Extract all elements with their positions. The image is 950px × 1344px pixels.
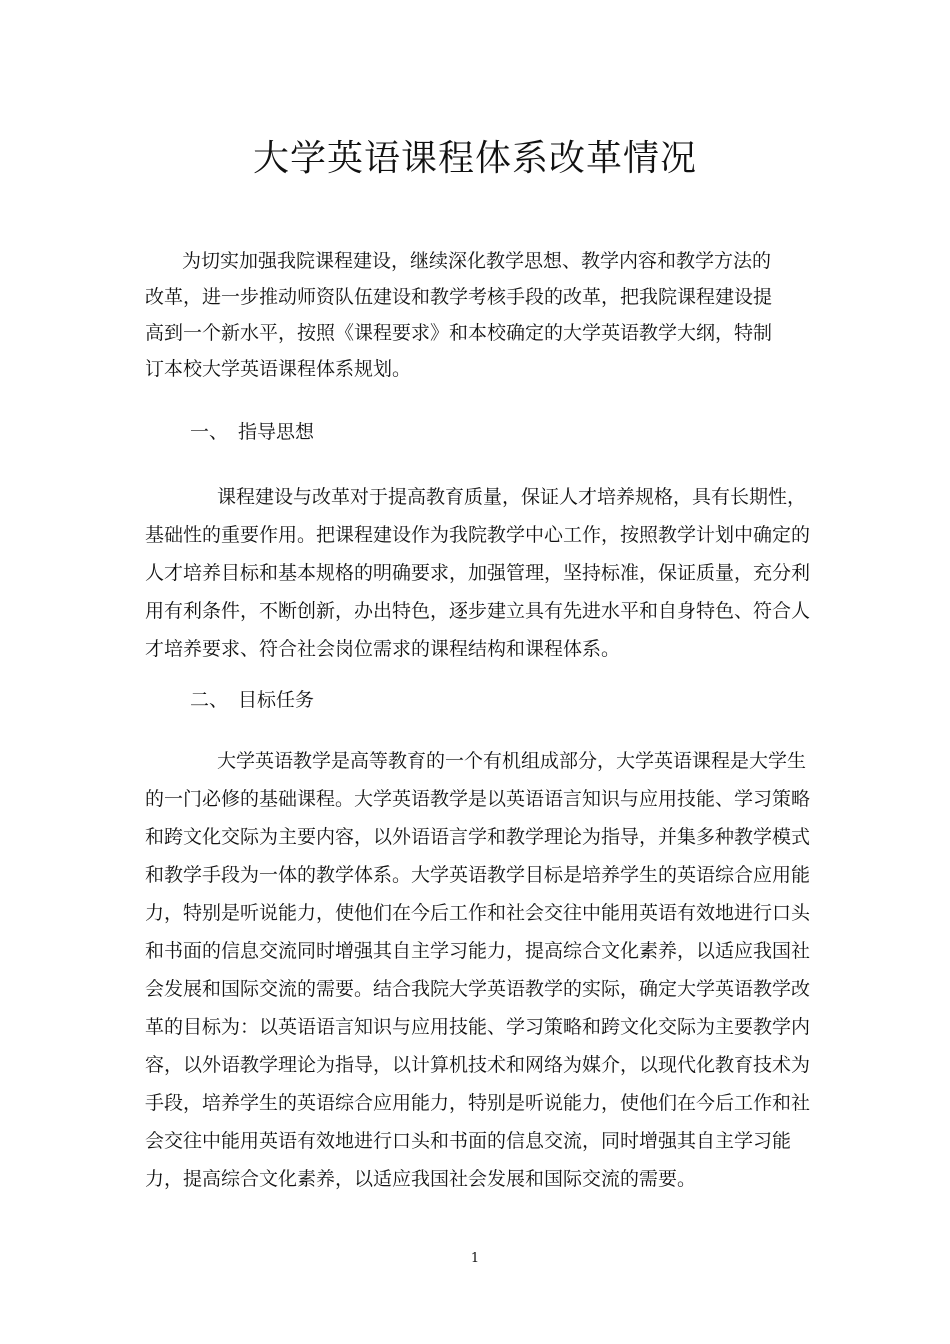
paragraph-line: 人才培养目标和基本规格的明确要求，加强管理，坚持标准，保证质量，充分利 [145,562,811,584]
paragraph-line: 革的目标为：以英语语言知识与应用技能、学习策略和跨文化交际为主要教学内 [145,1016,811,1038]
intro-line: 改革，进一步推动师资队伍建设和教学考核手段的改革，把我院课程建设提 [145,286,773,308]
paragraph-line: 和教学手段为一体的教学体系。大学英语教学目标是培养学生的英语综合应用能 [145,864,811,886]
section-heading-text: 指导思想 [238,421,315,443]
paragraph-line: 大学英语教学是高等教育的一个有机组成部分，大学英语课程是大学生 [217,750,807,772]
paragraph-line: 力，提高综合文化素养，以适应我国社会发展和国际交流的需要。 [145,1168,697,1190]
intro-line: 高到一个新水平，按照《课程要求》和本校确定的大学英语教学大纲，特制 [145,322,773,344]
section-number: 一、 [190,421,229,443]
paragraph-line: 课程建设与改革对于提高教育质量，保证人才培养规格，具有长期性， [217,486,807,508]
paragraph-line: 会发展和国际交流的需要。结合我院大学英语教学的实际，确定大学英语教学改 [145,978,811,1000]
paragraph-line: 的一门必修的基础课程。大学英语教学是以英语语言知识与应用技能、学习策略 [145,788,811,810]
paragraph-line: 手段，培养学生的英语综合应用能力，特别是听说能力，使他们在今后工作和社 [145,1092,811,1114]
section-heading-guiding-ideology [190,417,314,447]
section-heading-text: 目标任务 [238,689,315,711]
intro-line: 为切实加强我院课程建设，继续深化教学思想、教学内容和教学方法的 [182,250,772,272]
section-number: 二、 [190,689,229,711]
intro-line: 订本校大学英语课程体系规划。 [145,358,412,380]
paragraph-line: 用有利条件，不断创新，办出特色，逐步建立具有先进水平和自身特色、符合人 [145,600,811,622]
document-title: 大学英语课程体系改革情况 [252,138,697,179]
paragraph-line: 会交往中能用英语有效地进行口头和书面的信息交流，同时增强其自主学习能 [145,1130,792,1152]
page-number: 1 [470,1251,480,1266]
paragraph-line: 才培养要求、符合社会岗位需求的课程结构和课程体系。 [145,638,621,660]
section-paragraph-guiding-ideology [145,478,811,668]
section-heading-goals-tasks [190,685,314,715]
section-paragraph-goals-tasks [145,742,811,1198]
paragraph-line: 和书面的信息交流同时增强其自主学习能力，提高综合文化素养，以适应我国社 [145,940,811,962]
paragraph-line: 容，以外语教学理论为指导，以计算机技术和网络为媒介，以现代化教育技术为 [145,1054,811,1076]
paragraph-line: 和跨文化交际为主要内容，以外语语言学和教学理论为指导，并集多种教学模式 [145,826,811,848]
paragraph-line: 基础性的重要作用。把课程建设作为我院教学中心工作，按照教学计划中确定的 [145,524,811,546]
intro-paragraph [145,243,790,387]
paragraph-line: 力，特别是听说能力，使他们在今后工作和社会交往中能用英语有效地进行口头 [145,902,811,924]
